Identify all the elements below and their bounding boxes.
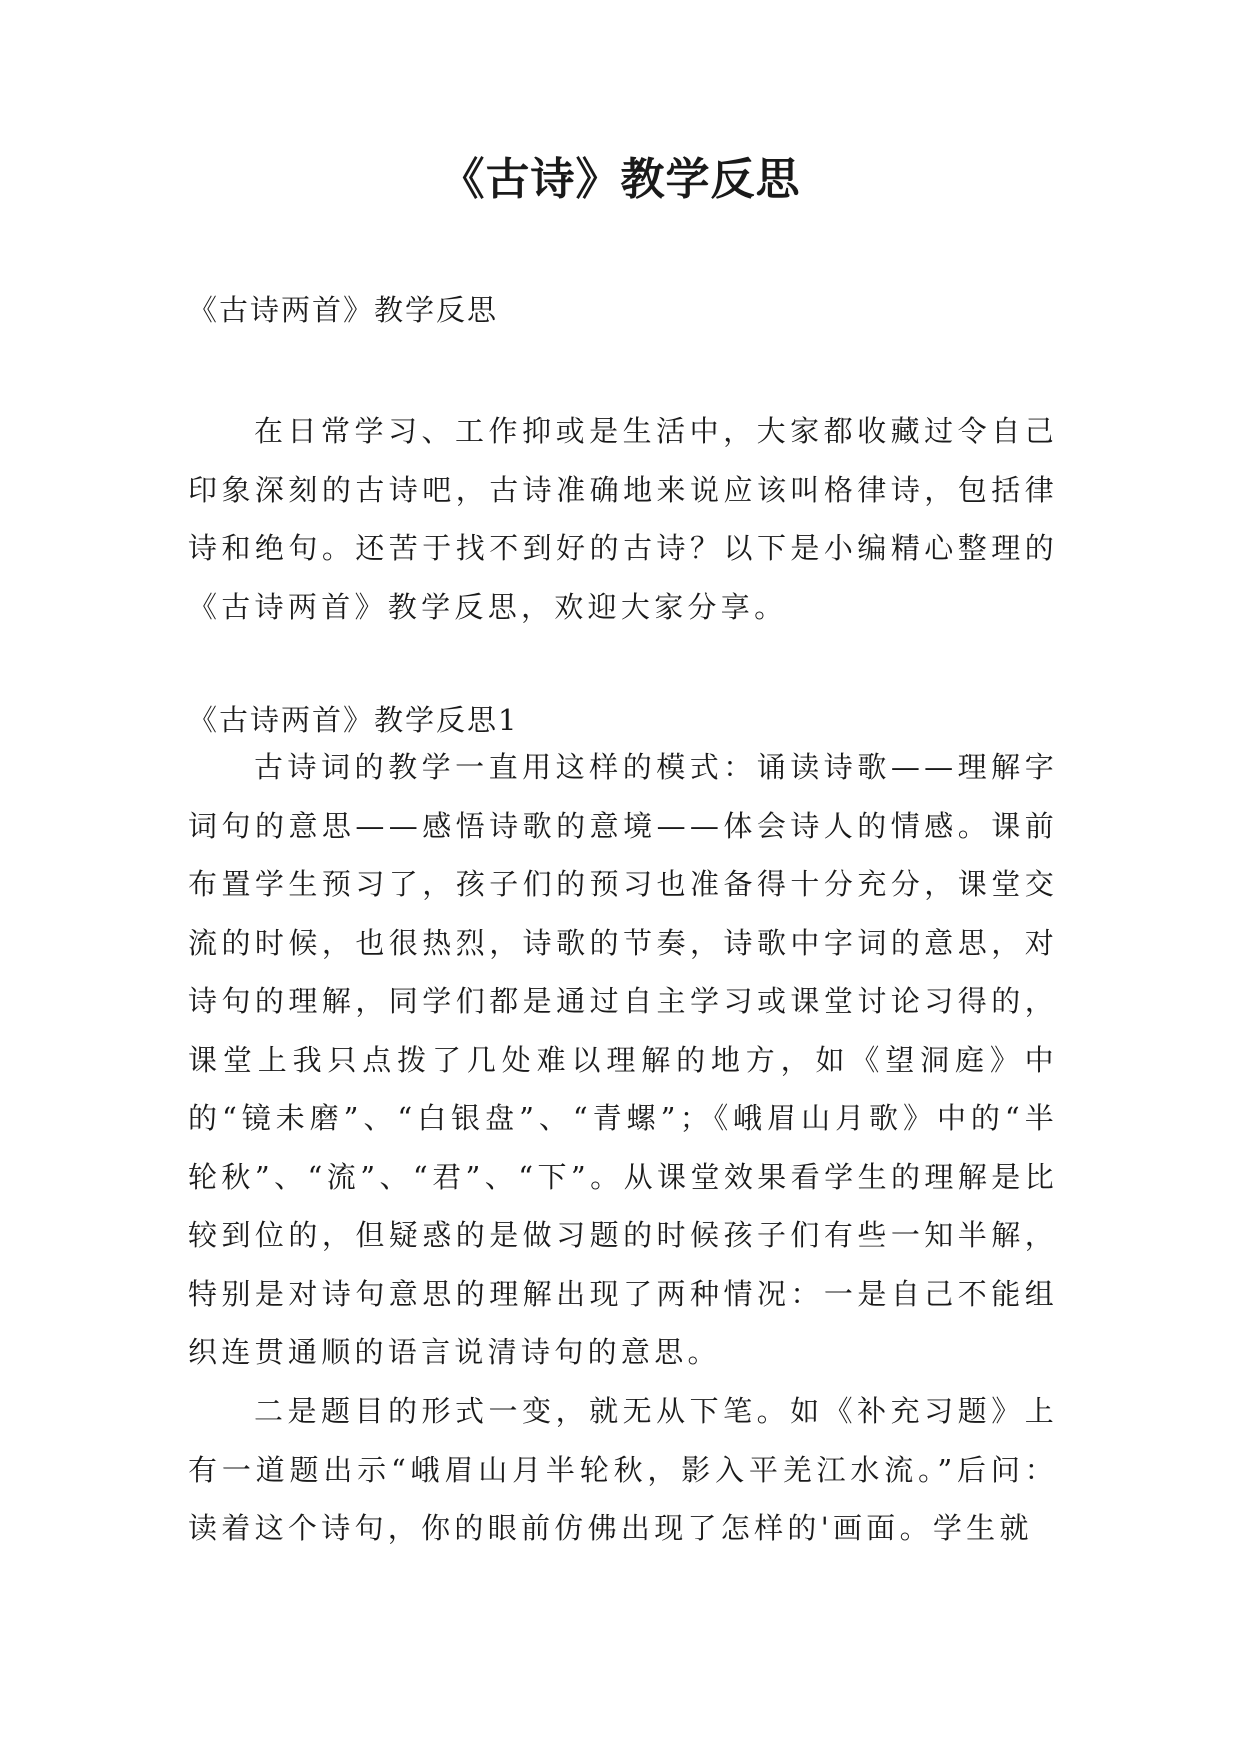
section-1-paragraph-2: 二是题目的形式一变，就无从下笔。如《补充习题》上有一道题出示“峨眉山月半轮秋，影入平羌江水流。”后问：读着这个诗句，你的眼前仿佛出现了怎样的'画面。学生就 bbox=[188, 1394, 1058, 1545]
document-title: 《古诗》教学反思 bbox=[440, 154, 801, 205]
section-1-heading: 《古诗两首》教学反思1 bbox=[188, 703, 519, 737]
section-1-paragraph-1: 古诗词的教学一直用这样的模式：诵读诗歌——理解字词句的意思——感悟诗歌的意境——体会诗人的情感。课前布置学生预习了，孩子们的预习也准备得十分充分，课堂交流的时候，也很热烈，诗歌的节奏，诗歌中字词的意思，对诗句的理解，同学们都是通过自主学习或课堂讨论习得的，课堂上我只点拨了几处难以理解的地方，如《望洞庭》中的“镜未磨”、“白银盘”、“青螺”；《峨眉山月歌》中的“半轮秋”、“流”、“君”、“下”。从课堂效果看学生的理解是比较到位的，但疑惑的是做习题的时候孩子们有些一知半解，特别是对诗句意思的理解出现了两种情况：一是自己不能组织连贯通顺的语言说清诗句的意思。 bbox=[188, 750, 1058, 1369]
document-subtitle: 《古诗两首》教学反思 bbox=[188, 293, 499, 327]
intro-paragraph: 在日常学习、工作抑或是生活中，大家都收藏过令自己印象深刻的古诗吧，古诗准确地来说应该叫格律诗，包括律诗和绝句。还苦于找不到好的古诗？以下是小编精心整理的《古诗两首》教学反思，欢迎大家分享。 bbox=[188, 414, 1058, 624]
